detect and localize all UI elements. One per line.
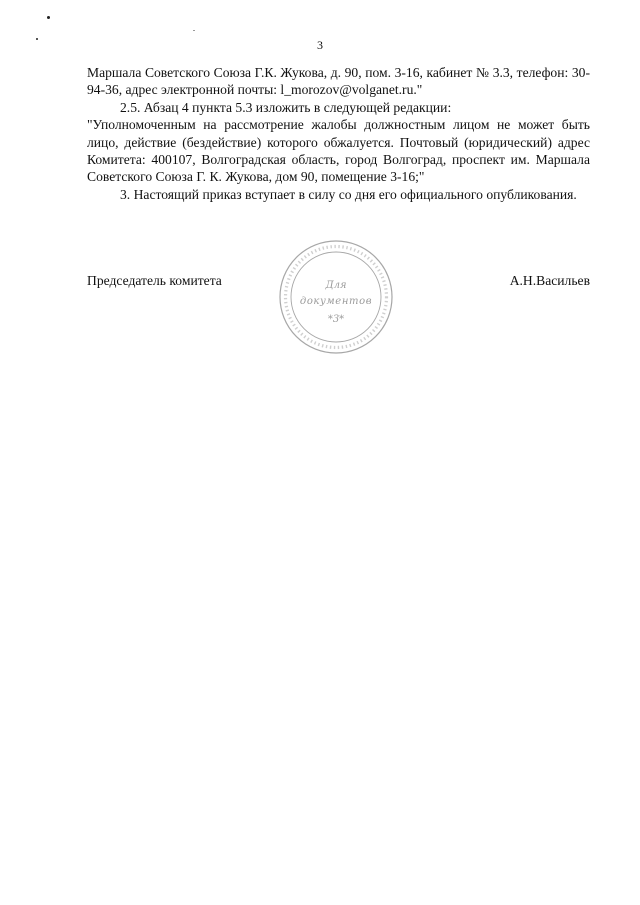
document-body (87, 64, 590, 203)
scan-speck (36, 38, 38, 40)
scan-speck (47, 16, 50, 19)
scan-speck (193, 30, 195, 31)
paragraph-new-wording: "Уполномоченным на рассмотрение жалобы должностным лицом не может быть лицо, действие (бездействие) которого обжалуется. Почтовый (юридический) адрес Комитета: 400107, Волгоградская область, город Волгоград, проспект им. Маршала Советского Союза Г. К. Жукова, дом 90, помещение 3-16;" (87, 117, 590, 185)
page-number: 3 (317, 38, 323, 52)
stamp-text-line-3: *3* (327, 314, 345, 325)
paragraph-effective-date: 3. Настоящий приказ вступает в силу со дня его официального опубликования. (120, 186, 577, 202)
stamp-text-line-1: Для (325, 280, 347, 291)
official-seal-stamp (277, 238, 395, 356)
signatory-name: А.Н.Васильев (509, 273, 590, 288)
paragraph-item-2-5: 2.5. Абзац 4 пункта 5.3 изложить в следующей редакции: (120, 99, 452, 115)
signatory-position: Председатель комитета (87, 273, 222, 288)
paragraph-address-continuation: Маршала Советского Союза Г.К. Жукова, д. 90, пом. 3-16, кабинет № 3.3, телефон: 30-94-36, адрес электронной почты: l_morozov@volganet.ru." (87, 65, 590, 98)
stamp-text-line-2: документов (299, 296, 373, 307)
